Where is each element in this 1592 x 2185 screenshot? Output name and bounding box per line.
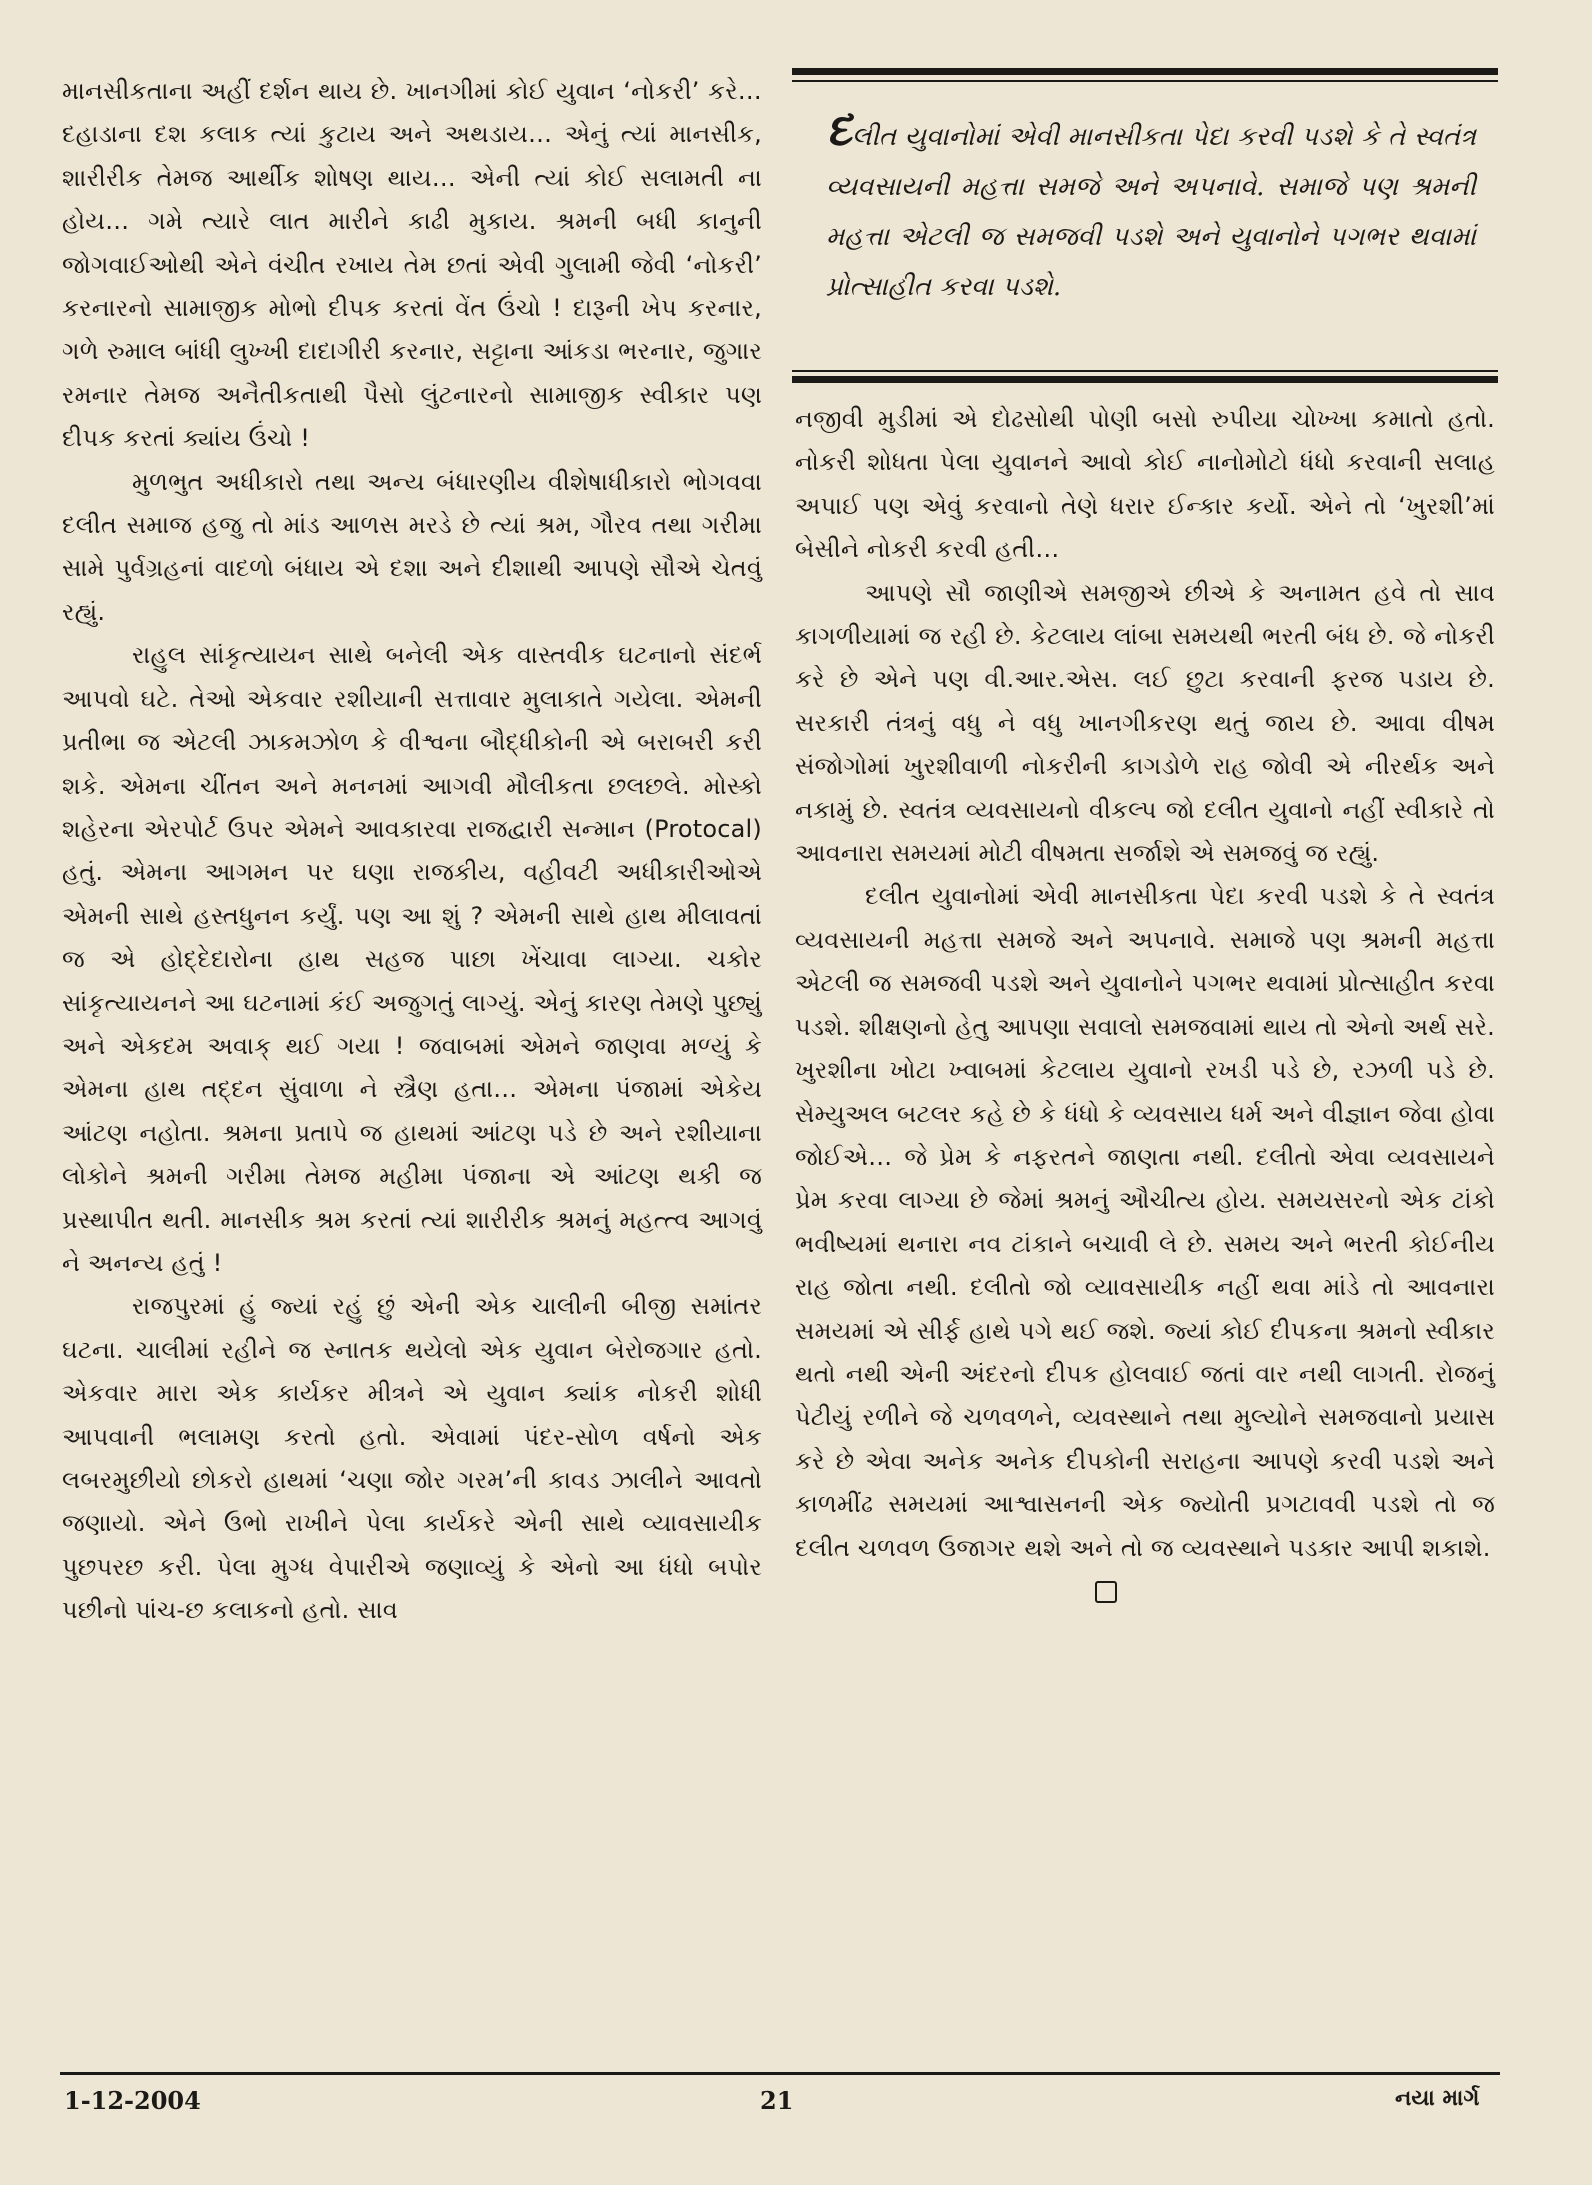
footer-date: 1-12-2004 (64, 2086, 201, 2115)
left-paragraph-4: રાજપુરમાં હું જ્યાં રહું છું એની એક ચાલીની બીજી સમાંતર ઘટના. ચાલીમાં રહીને જ સ્નાતક થયેલો એક યુવાન બેરોજગાર હતો. એકવાર મારા એક કાર્યકર મીત્રને એ યુવાન ક્યાંક નોકરી શોધી આપવાની ભલામણ કરતો હતો. એવામાં પંદર-સોળ વર્ષનો એક લબરમુછીયો છોકરો હાથમાં ‘ચણા જોર ગરમ’ની કાવડ ઝાલીને આવતો જણાયો. એને ઉભો રાખીને પેલા કાર્યકરે એની સાથે વ્યાવસાયીક પુછપરછ કરી. પેલા મુગ્ધ વેપારીએ જણાવ્યું કે એનો આ ધંધો બપોર પછીનો પાંચ-છ કલાકનો હતો. સાવ (62, 1292, 762, 1625)
end-mark-line (795, 1570, 1495, 1613)
end-of-article-box-icon (1095, 1581, 1117, 1603)
left-paragraph-1: માનસીકતાના અહીં દર્શન થાય છે. ખાનગીમાં કોઈ યુવાન ‘નોકરી’ કરે… દહાડાના દશ કલાક ત્યાં કુટાય અને અથડાય… એનું ત્યાં માનસીક, શારીરીક તેમજ આર્થીક શોષણ થાય… એની ત્યાં કોઈ સલામતી ના હોય… ગમે ત્યારે લાત મારીને કાઢી મુકાય. શ્રમની બધી કાનુની જોગવાઈઓથી એને વંચીત રખાય તેમ છતાં એવી ગુલામી જેવી ‘નોકરી’ કરનારનો સામાજીક મોભો દીપક કરતાં વેંત ઉંચો ! દારૂની ખેપ કરનાર, ગળે રુમાલ બાંધી લુખ્ખી દાદાગીરી કરનાર, સટ્ટાના આંકડા ભરનાર, જુગાર રમનાર તેમજ અનૈતીકતાથી પૈસો લુંટનારનો સામાજીક સ્વીકાર પણ દીપક કરતાં ક્યાંય ઉંચો ! (62, 77, 762, 453)
publication-name: નયા માર્ગ (1395, 2086, 1480, 2111)
right-paragraph-3: દલીત યુવાનોમાં એવી માનસીકતા પેદા કરવી પડશે કે તે સ્વતંત્ર વ્યવસાયની મહત્તા સમજે અને અપનાવે. સમાજે પણ શ્રમની મહત્તા એટલી જ સમજવી પડશે અને યુવાનોને પગભર થવામાં પ્રોત્સાહીત કરવા પડશે. શીક્ષણનો હેતુ આપણા સવાલો સમજવામાં થાય તો એનો અર્થ સરે. ખુરશીના ખોટા ખ્વાબમાં કેટલાય યુવાનો રખડી પડે છે, રઝળી પડે છે. સેમ્યુઅલ બટલર કહે છે કે ધંધો કે વ્યવસાય ધર્મ અને વીજ્ઞાન જેવા હોવા જોઈએ… જે પ્રેમ કે નફરતને જાણતા નથી. દલીતો એવા વ્યવસાયને પ્રેમ કરવા લાગ્યા છે જેમાં શ્રમનું ઔચીત્ય હોય. સમયસરનો એક ટાંકો ભવીષ્યમાં થનારા નવ ટાંકાને બચાવી લે છે. સમય અને ભરતી કોઈનીય રાહ જોતા નથી. દલીતો જો વ્યાવસાયીક નહીં થવા માંડે તો આવનારા સમયમાં એ સીર્ફ હાથે પગે થઈ જશે. જ્યાં કોઈ દીપકના શ્રમનો સ્વીકાર થતો નથી એની અંદરનો દીપક હોલવાઈ જતાં વાર નથી લાગતી. રોજનું પેટીયું રળીને જે ચળવળને, વ્યવસ્થાને તથા મુલ્યોને સમજવાનો પ્રયાસ કરે છે એવા અનેક અનેક દીપકોની સરાહના આપણે કરવી પડશે અને કાળમીંઢ સમયમાં આશ્વાસનની એક જ્યોતી પ્રગટાવવી પડશે તો જ દલીત ચળવળ ઉજાગર થશે અને તો જ વ્યવસ્થાને પડકાર આપી શકાશે. (795, 882, 1495, 1562)
footer-rule (60, 2072, 1500, 2075)
page-number: 21 (760, 2086, 794, 2115)
pull-quote-top-rule (792, 68, 1498, 75)
right-paragraph-1: નજીવી મુડીમાં એ દોઢસોથી પોણી બસો રુપીયા ચોખ્ખા કમાતો હતો. નોકરી શોધતા પેલા યુવાનને આવો કોઈ નાનોમોટો ધંધો કરવાની સલાહ અપાઈ પણ એવું કરવાનો તેણે ધરાર ઈન્કાર કર્યો. એને તો ‘ખુરશી’માં બેસીને નોકરી કરવી હતી… (795, 405, 1495, 564)
right-column (795, 398, 1495, 1613)
left-paragraph-2: મુળભુત અધીકારો તથા અન્ય બંધારણીય વીશેષાધીકારો ભોગવવા દલીત સમાજ હજુ તો માંડ આળસ મરડે છે ત્યાં શ્રમ, ગૌરવ તથા ગરીમા સામે પુર્વગ્રહનાં વાદળો બંધાય એ દશા અને દીશાથી આપણે સૌએ ચેતવું રહ્યું. (62, 467, 762, 626)
pull-quote-body: લીત યુવાનોમાં એવી માનસીકતા પેદા કરવી પડશે કે તે સ્વતંત્ર વ્યવસાયની મહત્તા સમજે અને અપનાવે. સમાજે પણ શ્રમની મહત્તા એટલી જ સમજવી પડશે અને યુવાનોને પગભર થવામાં પ્રોત્સાહીત કરવા પડશે. (826, 122, 1476, 302)
pull-quote-initial: દ (826, 102, 852, 156)
left-paragraph-3: રાહુલ સાંકૃત્યાયન સાથે બનેલી એક વાસ્તવીક ઘટનાનો સંદર્ભ આપવો ઘટે. તેઓ એકવાર રશીયાની સત્તાવાર મુલાકાતે ગયેલા. એમની પ્રતીભા જ એટલી ઝાકમઝોળ કે વીશ્વના બૌદ્ધીકોની એ બરાબરી કરી શકે. એમના ચીંતન અને મનનમાં આગવી મૌલીકતા છલછલે. મોસ્કો શહેરના એરપોર્ટ ઉપર એમને આવકારવા રાજદ્વારી સન્માન (Protocal) હતું. એમના આગમન પર ઘણા રાજકીય, વહીવટી અધીકારીઓએ એમની સાથે હસ્તધુનન કર્યું. પણ આ શું ? એમની સાથે હાથ મીલાવતાં જ એ હોદ્દેદારોના હાથ સહજ પાછા ખેંચાવા લાગ્યા. ચકોર સાંકૃત્યાયનને આ ઘટનામાં કંઈ અજુગતું લાગ્યું. એનું કારણ તેમણે પુછ્યું અને એકદમ અવાક્ થઈ ગયા ! જવાબમાં એમને જાણવા મળ્યું કે એમના હાથ તદ્દન સુંવાળા ને સ્ત્રૈણ હતા… એમના પંજામાં એકેય આંટણ નહોતા. શ્રમના પ્રતાપે જ હાથમાં આંટણ પડે છે અને રશીયાના લોકોને શ્રમની ગરીમા તેમજ મહીમા પંજાના એ આંટણ થકી જ પ્રસ્થાપીત થતી. માનસીક શ્રમ કરતાં ત્યાં શારીરીક શ્રમનું મહત્ત્વ આગવું ને અનન્ય હતું ! (62, 641, 762, 1277)
pull-quote-box (792, 68, 1498, 386)
pull-quote-top-thin-rule (792, 80, 1498, 82)
pull-quote-bottom-thin-rule (792, 370, 1498, 372)
pull-quote-bottom-rule (792, 376, 1498, 383)
pull-quote-text (826, 104, 1476, 312)
left-column (62, 70, 762, 1633)
right-paragraph-2: આપણે સૌ જાણીએ સમજીએ છીએ કે અનામત હવે તો સાવ કાગળીયામાં જ રહી છે. કેટલાય લાંબા સમયથી ભરતી બંધ છે. જે નોકરી કરે છે એને પણ વી.આર.એસ. લઈ છુટા કરવાની ફરજ પડાય છે. સરકારી તંત્રનું વધુ ને વધુ ખાનગીકરણ થતું જાય છે. આવા વીષમ સંજોગોમાં ખુરશીવાળી નોકરીની કાગડોળે રાહ જોવી એ નીરર્થક અને નકામું છે. સ્વતંત્ર વ્યવસાયનો વીકલ્પ જો દલીત યુવાનો નહીં સ્વીકારે તો આવનારા સમયમાં મોટી વીષમતા સર્જાશે એ સમજવું જ રહ્યું. (795, 578, 1495, 868)
